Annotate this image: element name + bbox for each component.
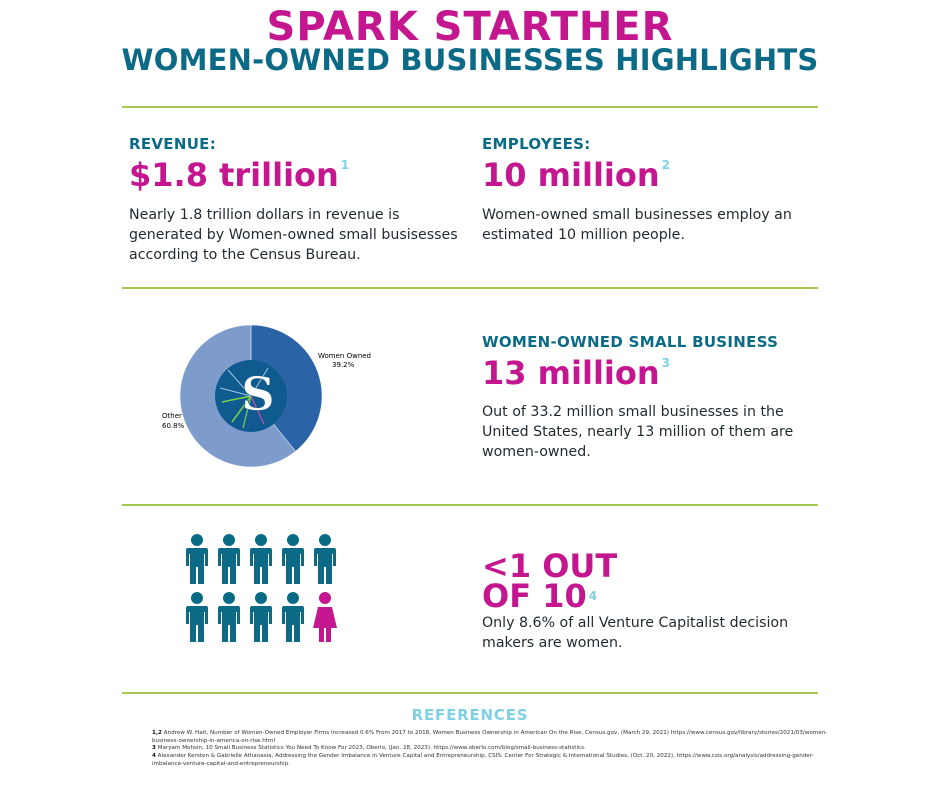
employees-label: EMPLOYEES: — [482, 135, 591, 153]
divider — [122, 504, 818, 506]
pie-value-women: 39.2% — [332, 361, 355, 369]
pie-value-other: 60.8% — [162, 422, 185, 430]
revenue-value: $1.8 trillion $^1$ — [129, 156, 350, 194]
man-icon — [282, 534, 304, 584]
divider — [122, 692, 818, 694]
page-title: SPARK STARTHER — [266, 4, 674, 50]
pie-label-women: Women Owned — [318, 352, 372, 360]
divider — [122, 106, 818, 108]
man-icon — [218, 534, 240, 584]
divider — [122, 287, 818, 289]
references-title: REFERENCES — [411, 706, 529, 724]
reference-item: 3 Maryam Mohsin, 10 Small Business Statistics You Need To Know For 2023, Oberlo, (Jan. 28, 2023). https://www.oberlo.com/blog/small-business-statistics. — [152, 745, 586, 751]
employees-text: Women-owned small businesses employ an estimated 10 million people. — [482, 207, 792, 243]
vc-value: <1 OUT OF 10 $^4$ — [482, 547, 618, 615]
reference-item: 1,2 Andrew W. Hait, Number of Women-Owned Employer Firms Increased 0.6% From 2017 to 2018, Women Business Ownership in American On the Rise, Census.gov, (March 29, 2021) https://www.census.gov/library/stories/2021/03/women-business-ownership-in-america-on-rise.html — [152, 730, 828, 744]
man-icon — [186, 534, 208, 584]
man-icon — [314, 534, 336, 584]
small-business-label: WOMEN-OWNED SMALL BUSINESS — [482, 333, 779, 351]
vc-ref: 4 — [588, 589, 598, 603]
woman-icon — [313, 592, 337, 642]
man-icon — [250, 534, 272, 584]
man-icon — [186, 592, 208, 642]
employees-value: 10 million $^2$ — [482, 156, 671, 194]
revenue-label: REVENUE: — [129, 135, 217, 153]
revenue-ref: 1 — [340, 158, 350, 172]
page-subtitle: WOMEN-OWNED BUSINESSES HIGHLIGHTS — [121, 43, 819, 77]
small-business-value: 13 million $^3$ — [482, 354, 671, 392]
reference-item: 4 Alexander Kersten & Gabrielle Athanasia, Addressing the Gender Imbalance in Venture Capital and Entrepreneurship, CSIS: Center For Strategic & International Studies, (Oct. 20, 2022), https://www.csis.org/analysis/addressing-gender-imbalance-venture-capital-and-entrepreneurship. — [152, 753, 814, 767]
man-icon — [282, 592, 304, 642]
small-business-text: Out of 33.2 million small businesses in the United States, nearly 13 million of them are women-owned. — [482, 404, 794, 460]
employees-ref: 2 — [661, 158, 671, 172]
pie-chart — [140, 310, 372, 480]
people-icon-grid — [180, 530, 355, 650]
pie-label-other: Other — [162, 412, 182, 420]
revenue-text: Nearly 1.8 trillion dollars in revenue is generated by Women-owned small busisesses according to the Census Bureau. — [129, 207, 458, 263]
logo-letter: S — [241, 367, 275, 421]
man-icon — [218, 592, 240, 642]
man-icon — [250, 592, 272, 642]
vc-text: Only 8.6% of all Venture Capitalist decision makers are women. — [482, 615, 789, 651]
small-business-ref: 3 — [661, 356, 671, 370]
